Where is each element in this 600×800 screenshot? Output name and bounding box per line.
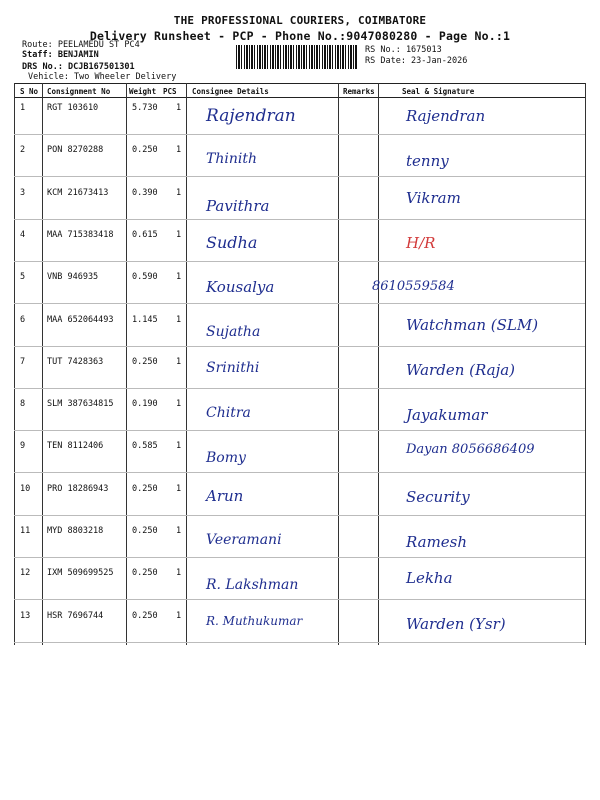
- consignee-handwriting: Rajendran: [206, 106, 296, 126]
- weight-value: 0.250: [132, 568, 158, 579]
- consignee-handwriting: R. Lakshman: [206, 577, 299, 594]
- route-label: Route: PEELAMEDU ST PC4: [22, 40, 140, 50]
- table-row: [14, 352, 585, 389]
- serial-number: 8: [20, 399, 26, 410]
- seal-signature-handwriting: Jayakumar: [406, 406, 488, 425]
- table-row: [14, 394, 585, 431]
- serial-number: 12: [20, 568, 31, 579]
- serial-number: 1: [20, 103, 26, 113]
- consignment-number: SLM 387634815: [47, 399, 114, 410]
- consignment-number: MYD 8803218: [47, 526, 104, 536]
- col-remarks: Remarks: [343, 87, 375, 96]
- consignee-handwriting: Sudha: [206, 232, 258, 252]
- consignment-number: PRO 18286943: [47, 483, 109, 494]
- staff-label: Staff: BENJAMIN: [22, 50, 99, 60]
- serial-number: 6: [20, 314, 26, 325]
- pieces-count: 1: [176, 145, 182, 156]
- pieces-count: 1: [176, 356, 182, 367]
- serial-number: 9: [20, 441, 26, 452]
- weight-value: 0.250: [132, 356, 158, 367]
- pieces-count: 1: [176, 399, 182, 410]
- weight-value: 1.145: [132, 314, 158, 325]
- row-divider: [14, 134, 585, 135]
- consignment-number: MAA 652064493: [47, 314, 114, 325]
- serial-number: 5: [20, 272, 26, 283]
- consignment-number: TEN 8112406: [47, 441, 104, 452]
- consignee-handwriting: Chitra: [206, 405, 251, 422]
- consignee-handwriting: Thinith: [206, 151, 257, 168]
- consignment-number: TUT 7428363: [47, 356, 104, 367]
- seal-signature-handwriting: Vikram: [406, 188, 461, 207]
- consignment-number: HSR 7696744: [47, 610, 104, 621]
- runsheet-title: Delivery Runsheet - PCP - Phone No.:9047080280 - Page No.:1: [89, 29, 511, 43]
- rs-date: RS Date: 23-Jan-2026: [365, 56, 468, 66]
- seal-signature-handwriting: tenny: [406, 152, 449, 171]
- table-top-border: [14, 83, 585, 84]
- seal-signature-handwriting: Watchman (SLM): [406, 315, 539, 334]
- consignment-number: VNB 946935: [47, 272, 99, 283]
- serial-number: 13: [20, 610, 31, 621]
- company-title: THE PROFESSIONAL COURIERS, COIMBATORE: [173, 14, 427, 27]
- serial-number: 3: [20, 187, 26, 198]
- consignee-handwriting: Kousalya: [206, 278, 275, 297]
- col-consignment: Consignment No: [47, 87, 111, 96]
- weight-value: 0.250: [132, 145, 158, 156]
- pieces-count: 1: [176, 103, 182, 113]
- consignee-handwriting: Sujatha: [206, 323, 261, 340]
- consignment-number: RGT 103610: [47, 103, 99, 113]
- consignment-number: PON 8270288: [47, 145, 104, 156]
- consignment-number: MAA 715383418: [47, 229, 114, 240]
- serial-number: 4: [20, 229, 26, 240]
- seal-signature-handwriting: Security: [406, 487, 470, 506]
- row-divider: [14, 430, 585, 431]
- row-divider: [14, 557, 585, 558]
- weight-value: 0.585: [132, 441, 158, 452]
- table-row: [14, 436, 585, 473]
- weight-value: 0.190: [132, 399, 158, 410]
- row-divider: [14, 346, 585, 347]
- pieces-count: 1: [176, 272, 182, 283]
- pieces-count: 1: [176, 610, 182, 621]
- table-row: [14, 98, 585, 135]
- row-divider: [14, 388, 585, 389]
- pieces-count: 1: [176, 483, 182, 494]
- col-pcs: PCS: [163, 87, 177, 96]
- barcode-image: [236, 45, 358, 69]
- table-row: [14, 183, 585, 220]
- consignee-handwriting: Veeramani: [206, 532, 282, 548]
- table-row: [14, 521, 585, 558]
- row-divider: [14, 515, 585, 516]
- consignee-handwriting: R. Muthukumar: [206, 613, 303, 628]
- seal-signature-handwriting: 8610559584: [372, 279, 455, 295]
- consignee-handwriting: Srinithi: [206, 359, 260, 376]
- seal-signature-handwriting: H/R: [406, 233, 436, 252]
- table-border-right: [585, 83, 586, 645]
- consignee-handwriting: Pavithra: [206, 196, 270, 215]
- serial-number: 7: [20, 356, 26, 367]
- col-consignee: Consignee Details: [192, 87, 269, 96]
- weight-value: 0.250: [132, 483, 158, 494]
- table-row: [14, 225, 585, 262]
- weight-value: 0.250: [132, 526, 158, 536]
- weight-value: 0.250: [132, 610, 158, 621]
- consignment-number: IXM 509699525: [47, 568, 114, 579]
- seal-signature-handwriting: Warden (Raja): [406, 360, 516, 379]
- consignment-number: KCM 21673413: [47, 187, 109, 198]
- weight-value: 5.730: [132, 103, 158, 113]
- table-row: [14, 140, 585, 177]
- rs-number: RS No.: 1675013: [365, 45, 442, 55]
- row-divider: [14, 599, 585, 600]
- pieces-count: 1: [176, 314, 182, 325]
- pieces-count: 1: [176, 187, 182, 198]
- seal-signature-handwriting: Dayan 8056686409: [406, 442, 535, 458]
- consignee-handwriting: Arun: [206, 486, 244, 505]
- pieces-count: 1: [176, 526, 182, 536]
- seal-signature-handwriting: Rajendran: [406, 107, 486, 125]
- vehicle-label: Vehicle: Two Wheeler Delivery: [28, 72, 177, 82]
- table-row: [14, 310, 585, 347]
- table-row: [14, 563, 585, 600]
- pieces-count: 1: [176, 568, 182, 579]
- drs-label: DRS No.: DCJB167501301: [22, 62, 135, 72]
- weight-value: 0.590: [132, 272, 158, 283]
- col-weight: Weight: [129, 87, 157, 96]
- pieces-count: 1: [176, 441, 182, 452]
- serial-number: 10: [20, 483, 31, 494]
- table-row: [14, 606, 585, 643]
- pieces-count: 1: [176, 229, 182, 240]
- col-sno: S No: [20, 87, 39, 96]
- consignee-handwriting: Bomy: [206, 450, 246, 467]
- seal-signature-handwriting: Ramesh: [406, 533, 468, 551]
- seal-signature-handwriting: Lekha: [406, 569, 453, 588]
- row-divider: [14, 303, 585, 304]
- serial-number: 2: [20, 145, 26, 156]
- serial-number: 11: [20, 526, 31, 536]
- row-divider: [14, 472, 585, 473]
- row-divider: [14, 219, 585, 220]
- weight-value: 0.390: [132, 187, 158, 198]
- table-row: [14, 267, 585, 304]
- table-row: [14, 479, 585, 516]
- col-seal: Seal & Signature: [402, 87, 475, 96]
- seal-signature-handwriting: Warden (Ysr): [406, 614, 506, 633]
- weight-value: 0.615: [132, 229, 158, 240]
- row-divider: [14, 642, 585, 643]
- row-divider: [14, 176, 585, 177]
- row-divider: [14, 261, 585, 262]
